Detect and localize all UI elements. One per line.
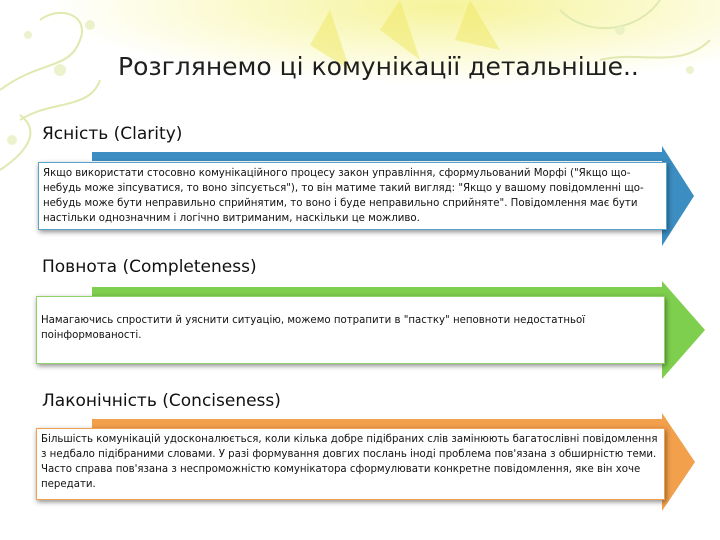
conciseness-text-box: Більшість комунікацій удосконалюється, коли кілька добре підібраних слів замінюють багатослівні повідомлення з недбало підібраними словами. У разі формування довгих послань іноді проблема пов'язана з обширністю теми. Часто справа пов'язана з неспроможністю комунікатора сформулювати конкретне повідомлення, яке він хоче передати. [36, 428, 665, 500]
slide-title: Розглянемо ці комунікації детальніше.. [118, 52, 639, 81]
completeness-heading: Повнота (Completeness) [42, 257, 257, 277]
completeness-text-box: Намагаючись спростити й уяснити ситуацію, можемо потрапити в "пастку" неповноти недостатньої поінформованості. [36, 296, 665, 364]
clarity-text-box: Якщо використати стосовно комунікаційного процесу закон управління, сформульований Морфі ("Якщо що-небудь може зіпсуватися, то воно зіпсується"), то він матиме такий вигляд: "Якщо у вашому повідомленні що-небудь може бути неправильно сприйнятим, то воно і буде неправильно сприйняте". Повідомлення має бути настільки однозначним і логічно витриманим, наскільки це можливо. [38, 162, 667, 230]
conciseness-heading: Лаконічність (Conciseness) [42, 391, 281, 411]
clarity-heading: Ясність (Clarity) [42, 124, 183, 144]
